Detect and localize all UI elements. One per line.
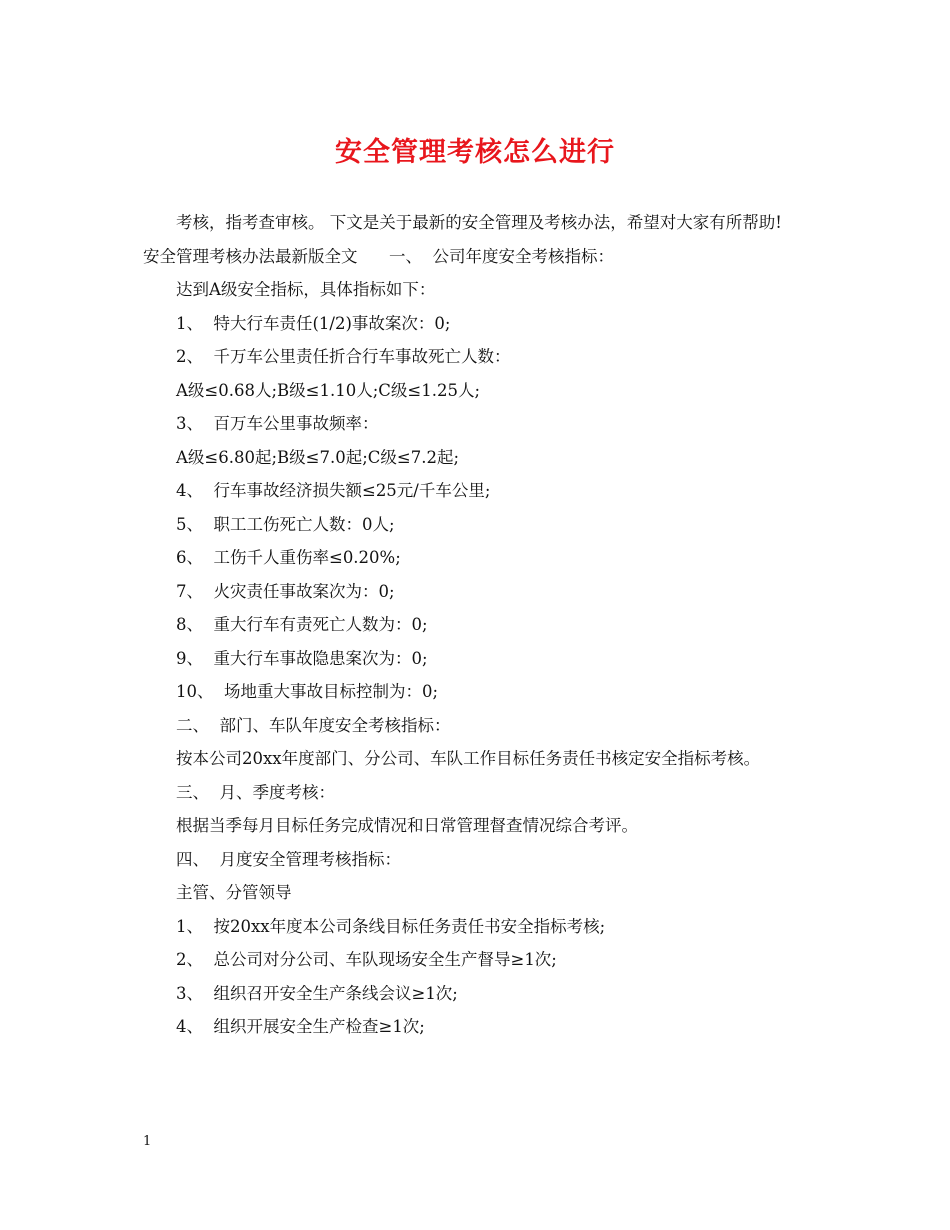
paragraph: 7、 火灾责任事故案次为：0; <box>176 581 395 601</box>
paragraph: 四、 月度安全管理考核指标： <box>176 849 401 869</box>
paragraph: 1、 按20xx年度本公司条线目标任务责任书安全指标考核; <box>176 916 606 936</box>
paragraph: 1、 特大行车责任(1/2)事故案次：0; <box>176 313 451 333</box>
paragraph: 3、 百万车公里事故频率： <box>176 414 379 433</box>
paragraph: 二、 部门、车队年度安全考核指标： <box>176 715 451 735</box>
paragraph: 2、 千万车公里责任折合行车事故死亡人数： <box>176 347 511 366</box>
paragraph: 考核，指考查审核。 下文是关于最新的安全管理及考核办法，希望对大家有所帮助! <box>176 213 782 232</box>
paragraph: 8、 重大行车有责死亡人数为：0; <box>176 615 428 634</box>
paragraph: 9、 重大行车事故隐患案次为：0; <box>176 648 428 668</box>
page-number: 1 <box>143 1134 152 1149</box>
paragraph: A级≤6.80起;B级≤7.0起;C级≤7.2起; <box>176 447 460 467</box>
paragraph: 2、 总公司对分公司、车队现场安全生产督导≥1次; <box>176 950 557 969</box>
paragraph: 6、 工伤千人重伤率≤0.20%; <box>176 548 401 567</box>
paragraph: 4、 组织开展安全生产检查≥1次; <box>176 1017 425 1036</box>
document-title: 安全管理考核怎么进行 <box>335 137 615 168</box>
document-body <box>143 206 815 1044</box>
paragraph: 5、 职工工伤死亡人数：0人; <box>176 514 395 534</box>
paragraph: 4、 行车事故经济损失额≤25元/千车公里; <box>176 481 491 500</box>
paragraph: 3、 组织召开安全生产条线会议≥1次; <box>176 983 458 1003</box>
paragraph: A级≤0.68人;B级≤1.10人;C级≤1.25人; <box>176 380 481 400</box>
paragraph: 三、 月、季度考核： <box>176 782 335 802</box>
paragraph: 达到A级安全指标，具体指标如下： <box>176 280 436 299</box>
paragraph: 主管、分管领导 <box>176 883 292 902</box>
paragraph: 安全管理考核办法最新版全文 一、 公司年度安全考核指标： <box>143 246 614 266</box>
paragraph: 按本公司20xx年度部门、分公司、车队工作目标任务责任书核定安全指标考核。 <box>176 749 761 768</box>
paragraph: 根据当季每月目标任务完成情况和日常管理督查情况综合考评。 <box>176 816 638 835</box>
paragraph: 10、 场地重大事故目标控制为：0; <box>176 682 439 701</box>
